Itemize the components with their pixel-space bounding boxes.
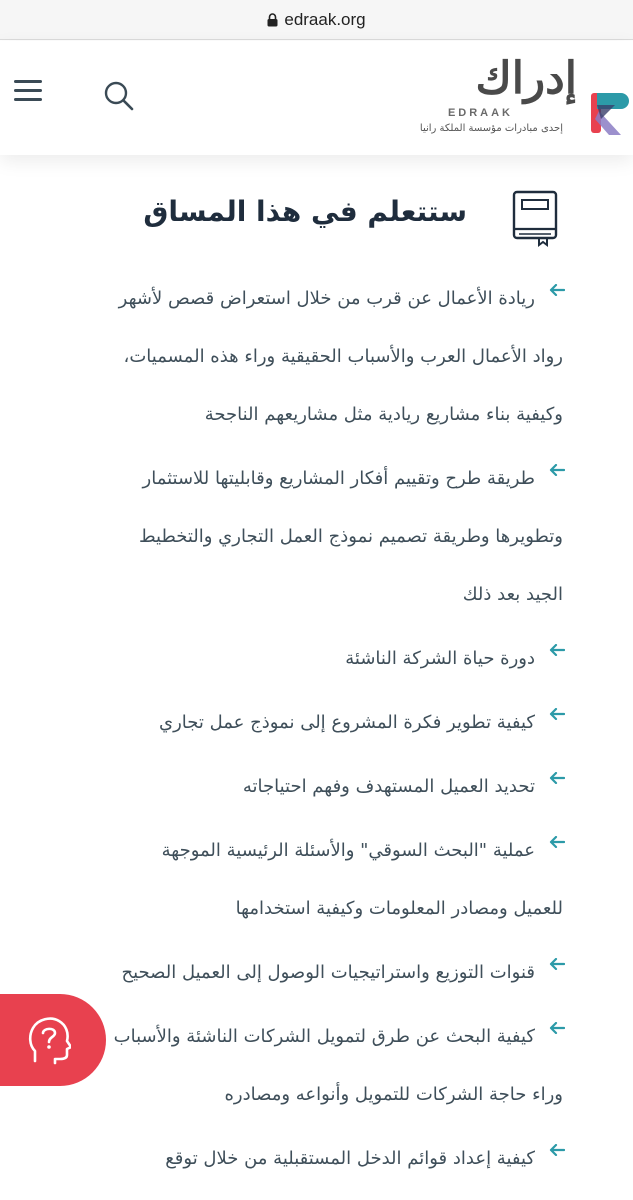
- arrow-left-icon: [549, 1022, 565, 1034]
- learn-item-text: قنوات التوزيع واستراتيجيات الوصول إلى العميل الصحيح: [121, 962, 535, 983]
- menu-line: [14, 80, 42, 83]
- book-icon: [511, 189, 559, 247]
- logo-tagline: إحدى مبادرات مؤسسة الملكة رانيا: [419, 123, 563, 134]
- lock-icon: [267, 13, 278, 27]
- hamburger-menu-button[interactable]: [14, 80, 42, 104]
- arrow-left-icon: [549, 644, 565, 656]
- help-head-icon: [27, 1015, 71, 1065]
- arrow-left-icon: [549, 1144, 565, 1156]
- learn-item-text: كيفية إعداد قوائم الدخل المستقبلية من خلال توقع: [165, 1148, 535, 1169]
- learn-item-text: كيفية البحث عن طرق لتمويل الشركات الناشئة والأسباب: [113, 1026, 535, 1047]
- arrow-left-icon: [549, 772, 565, 784]
- section-title: ستتعلم في هذا المساق: [143, 195, 467, 228]
- learn-item-text: تحديد العميل المستهدف وفهم احتياجاته: [242, 776, 535, 797]
- learn-item-text: عملية "البحث السوقي" والأسئلة الرئيسية الموجهة: [161, 840, 535, 861]
- learn-item-text: للعميل ومصادر المعلومات وكيفية استخدامها: [235, 898, 563, 919]
- arrow-left-icon: [549, 284, 565, 296]
- arrow-left-icon: [549, 708, 565, 720]
- learn-item-text: الجيد بعد ذلك: [462, 584, 563, 605]
- learn-item: [43, 1130, 563, 1188]
- learn-item: [43, 270, 563, 444]
- learn-list: [43, 270, 563, 1194]
- arrow-left-icon: [549, 836, 565, 848]
- menu-line: [14, 98, 42, 101]
- learn-item-text: رواد الأعمال العرب والأسباب الحقيقية وراء هذه المسميات،: [123, 346, 563, 367]
- learn-item: [43, 694, 563, 752]
- learn-item: [43, 758, 563, 816]
- learn-item-text: طريقة طرح وتقييم أفكار المشاريع وقابليتها للاستثمار: [142, 468, 535, 489]
- learn-item-text: وراء حاجة الشركات للتمويل وأنواعه ومصادره: [224, 1084, 563, 1105]
- url-text: edraak.org: [284, 9, 366, 29]
- learn-item-text: وتطويرها وطريقة تصميم نموذج العمل التجاري والتخطيط: [138, 526, 563, 547]
- learn-item: [43, 944, 563, 1002]
- help-button[interactable]: [0, 994, 106, 1086]
- learn-item-text: ريادة الأعمال عن قرب من خلال استعراض قصص لأشهر: [118, 288, 535, 309]
- logo-mark-icon: [587, 85, 631, 139]
- learn-item: [43, 630, 563, 688]
- logo-latin: EDRAAK: [447, 107, 513, 119]
- learn-item-text: دورة حياة الشركة الناشئة: [345, 648, 535, 669]
- search-icon[interactable]: [102, 79, 136, 113]
- edraak-logo[interactable]: [419, 51, 633, 151]
- logo-arabic: إدراك: [475, 53, 577, 104]
- arrow-left-icon: [549, 958, 565, 970]
- site-header: [0, 41, 633, 155]
- learn-item-text: كيفية تطوير فكرة المشروع إلى نموذج عمل تجاري: [159, 712, 535, 733]
- arrow-left-icon: [549, 464, 565, 476]
- learn-item: [43, 822, 563, 938]
- learn-section-header: [0, 185, 633, 255]
- learn-item: [43, 1008, 563, 1124]
- menu-line: [14, 89, 42, 92]
- learn-item-text: وكيفية بناء مشاريع ريادية مثل مشاريعهم الناجحة: [204, 404, 563, 425]
- browser-url-bar[interactable]: [0, 0, 633, 40]
- learn-item: [43, 450, 563, 624]
